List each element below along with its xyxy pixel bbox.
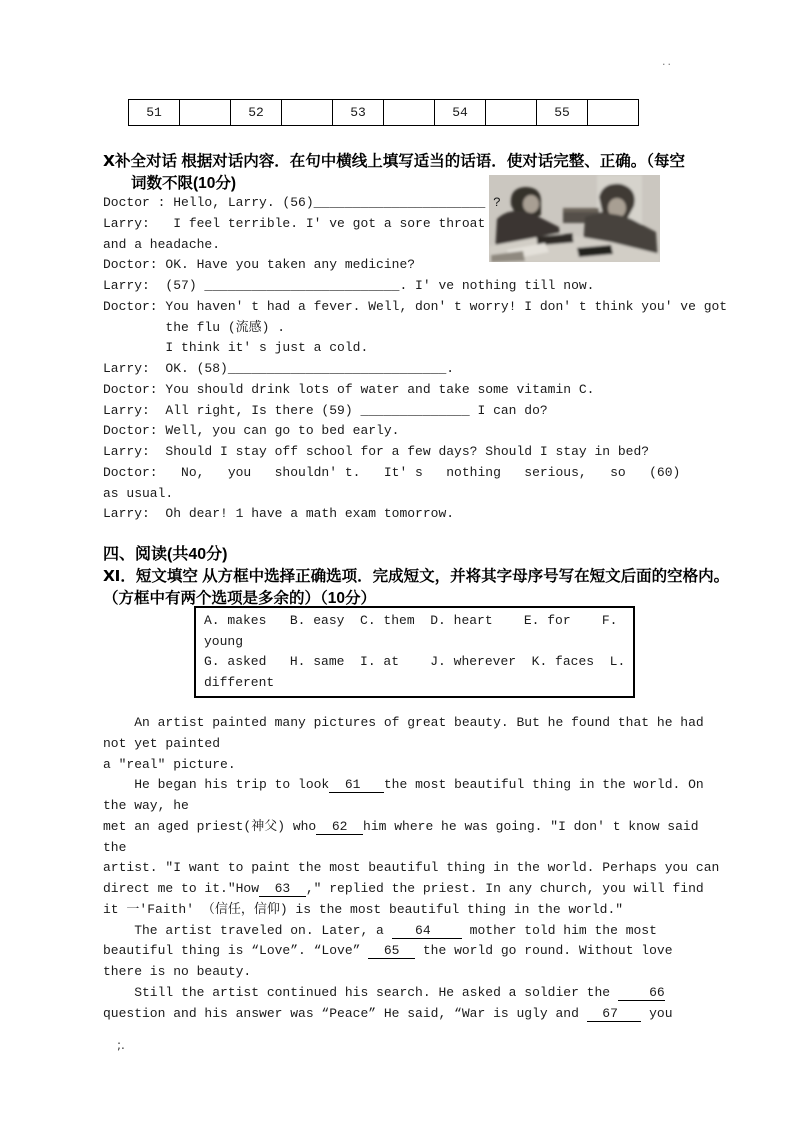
word-options-box: [194, 606, 635, 698]
text-line: a ″real″ picture.: [103, 756, 236, 772]
text-segment: The artist traveled on. Later, a: [103, 922, 392, 938]
text-line: [103, 817, 719, 838]
text-line: it 一'Faith' （信任，信仰) is the most beautiful thing in the world.″: [103, 901, 624, 917]
section-xi-heading-cont: （方框中有两个选项是多余的）（10分）: [103, 590, 376, 607]
numbered-blank-underline: 61: [329, 777, 384, 793]
dialogue-text: [103, 193, 727, 525]
text-line: An artist painted many pictures of great beauty. But he found that he had: [103, 715, 704, 730]
numbered-blank-underline: 63: [259, 881, 306, 896]
section-xi-heading: Ⅺ．短文填空 从方框中选择正确选项．完成短文，并将其字母序号写在短文后面的空格内。: [103, 568, 730, 585]
text-segment: beautiful thing is “Love”. “Love”: [103, 943, 369, 959]
text-line: Larry: I feel terrible. I' ve got a sore throat: [103, 215, 486, 231]
cloze-passage: [103, 713, 719, 1024]
text-line: [103, 941, 719, 962]
answer-table-cell: [282, 100, 333, 125]
numbered-blank-underline: 62: [316, 818, 364, 834]
text-segment: Still the artist continued his search. He asked a soldier the: [103, 984, 618, 1000]
text-line: [103, 775, 719, 796]
answer-table-cell: 51: [129, 100, 180, 125]
text-segment: He began his trip to look: [103, 777, 330, 793]
numbered-blank-underline: 64: [391, 922, 462, 938]
answer-table-cell: 55: [537, 100, 588, 125]
text-line: and a headache.: [103, 236, 221, 252]
text-segment: the most beautiful thing in the world. On: [383, 777, 704, 793]
text-segment: you: [641, 1005, 673, 1021]
text-line: Doctor: Well, you can go to bed early.: [103, 423, 400, 439]
answer-table: [128, 99, 639, 126]
numbered-blank-underline: 66: [617, 984, 665, 1000]
answer-table-cell: [384, 100, 435, 125]
text-line: Doctor: You haven' t had a fever. Well, don' t worry! I don' t think you' ve got: [103, 298, 728, 314]
text-line: Doctor : Hello, Larry. (56)______________________ ?: [103, 195, 501, 210]
text-line: the way, he: [103, 798, 189, 813]
text-line: A. makes B. easy C. them D. heart E. for F.: [204, 613, 618, 628]
text-line: not yet painted: [103, 735, 221, 751]
answer-table-cell: [486, 100, 537, 125]
text-segment: the world go round. Without love: [415, 943, 673, 959]
page-corner-mark: ··: [662, 58, 673, 71]
text-line: [103, 921, 719, 942]
text-line: the flu (流感) .: [103, 319, 286, 335]
text-line: I think it' s just a cold.: [103, 340, 369, 356]
numbered-blank-underline: 67: [586, 1005, 642, 1021]
text-line: Larry: All right, Is there (59) ______________ I can do?: [103, 402, 548, 418]
text-line: different: [204, 674, 275, 690]
numbered-blank-underline: 65: [368, 943, 416, 959]
text-line: as usual.: [103, 485, 174, 501]
text-line: [103, 879, 719, 900]
answer-table-cell: 53: [333, 100, 384, 125]
answer-table-cell: 54: [435, 100, 486, 125]
text-line: Larry: (57) _________________________. I' ve nothing till now.: [103, 278, 595, 293]
section-four-heading: 四、阅读(共40分): [103, 546, 228, 563]
text-line: Larry: Should I stay off school for a few days? Should I stay in bed?: [103, 444, 650, 459]
text-segment: him where he was going. ″I don' t know said: [363, 818, 699, 834]
answer-table-cell: [588, 100, 638, 125]
section-x-heading: Ⅹ补全对话 根据对话内容．在句中横线上填写适当的话语．使对话完整、正确。（每空: [103, 153, 686, 170]
text-segment: ,″ replied the priest. In any church, you will find: [305, 881, 704, 896]
text-segment: direct me to it.″How: [103, 881, 260, 896]
text-segment: question and his answer was “Peace” He said, “War is ugly and: [103, 1005, 587, 1021]
text-line: the: [103, 839, 127, 855]
text-line: there is no beauty.: [103, 964, 252, 979]
text-line: Doctor: You should drink lots of water and take some vitamin C.: [103, 381, 595, 397]
text-line: young: [204, 633, 244, 649]
text-line: G. asked H. same I. at J. wherever K. faces L.: [204, 654, 626, 669]
page-footer-mark: ;.: [117, 1038, 125, 1052]
text-line: Larry: OK. (58)____________________________.: [103, 361, 455, 376]
answer-table-cell: [180, 100, 231, 125]
text-line: [103, 983, 719, 1004]
answer-table-cell: 52: [231, 100, 282, 125]
text-line: Larry: Oh dear! 1 have a math exam tomorrow.: [103, 506, 455, 522]
text-segment: met an aged priest(神父) who: [103, 818, 317, 834]
text-line: Doctor: No, you shouldn' t. It' s nothing serious, so (60): [103, 464, 681, 480]
text-line: Doctor: OK. Have you taken any medicine?: [103, 257, 416, 273]
text-segment: mother told him the most: [461, 922, 657, 938]
text-line: [103, 1004, 719, 1025]
section-x-heading-cont: 词数不限(10分): [131, 175, 237, 192]
text-line: artist. ″I want to paint the most beautiful thing in the world. Perhaps you can: [103, 860, 720, 876]
